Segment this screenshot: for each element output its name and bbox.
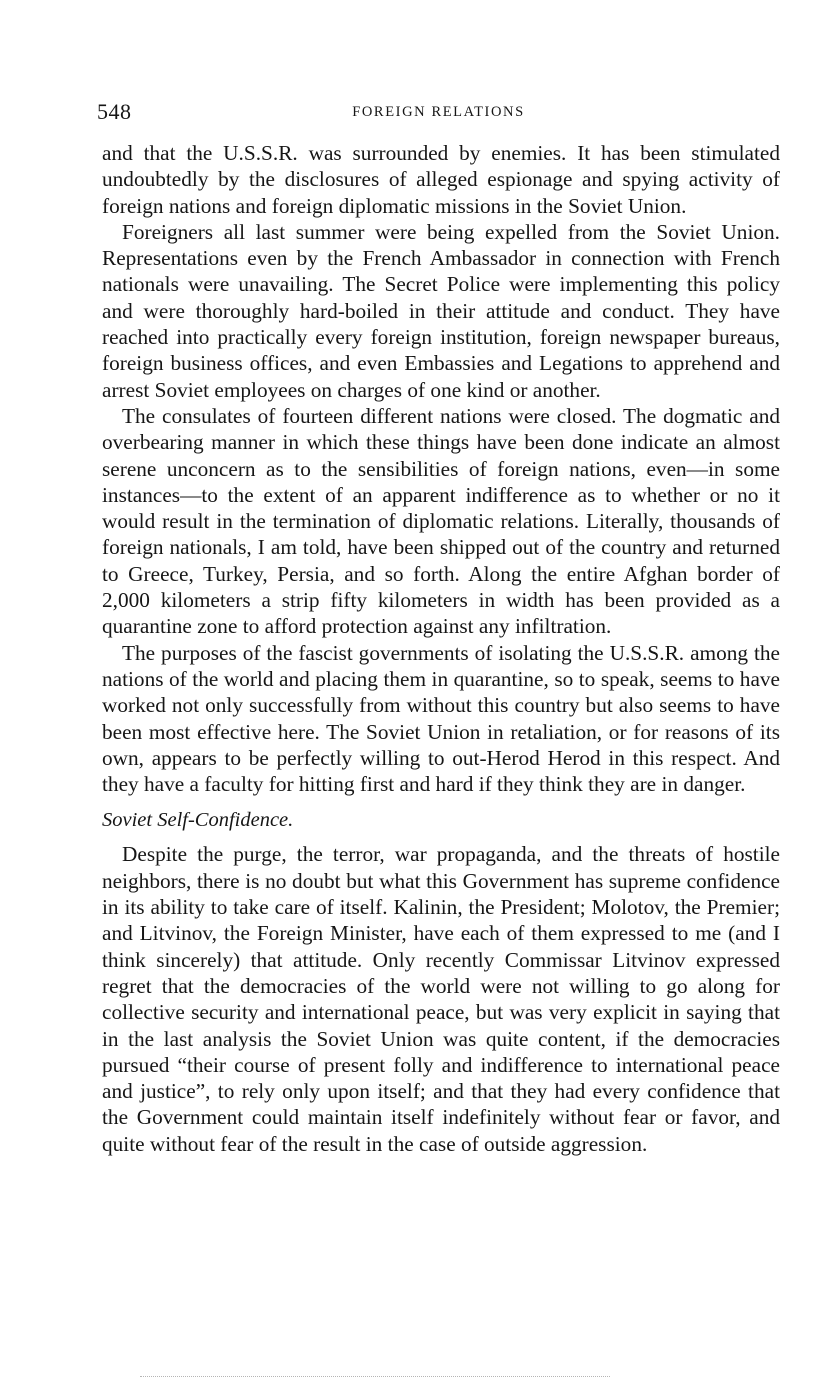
- page-number: 548: [97, 99, 132, 124]
- paragraph-1: and that the U.S.S.R. was surrounded by enemies. It has been stimulated undoubtedly by the disclosures of alleged espionage and spying activity of foreign nations and foreign diplomatic missions in the Soviet Union.: [102, 141, 780, 218]
- section-heading: Soviet Self-Confidence.: [102, 809, 294, 832]
- paragraph-3: The consulates of fourteen different nations were closed. The dogmatic and overbearing manner in which these things have been done indicate an almost serene unconcern as to the sensibilities of foreign nations, even—in some instances—to the extent of an apparent indifference as to whether or no it would result in the termination of diplomatic relations. Literally, thousands of foreign nationals, I am told, have been shipped out of the country and returned to Greece, Turkey, Persia, and so forth. Along the entire Afghan border of 2,000 kilometers a strip fifty kilometers in width has been provided as a quarantine zone to afford protection against any infiltration.: [102, 403, 780, 639]
- paragraph-2: Foreigners all last summer were being expelled from the Soviet Union. Representations even by the French Ambassador in connection with French nationals were unavailing. The Secret Police were implementing this policy and were thoroughly hard-boiled in their attitude and conduct. They have reached into practically every foreign institution, foreign newspaper bureaus, foreign business offices, and even Embassies and Legations to apprehend and arrest Soviet employees on charges of one kind or another.: [102, 219, 780, 402]
- body-text: [102, 140, 780, 1157]
- scan-artifact-divider: [140, 1376, 610, 1379]
- paragraph-4: The purposes of the fascist governments of isolating the U.S.S.R. among the nations of the world and placing them in quarantine, so to speak, seems to have worked not only successfully from without this country but also seems to have been most effective here. The Soviet Union in retaliation, or for reasons of its own, appears to be perfectly willing to out-Herod Herod in this respect. And they have a faculty for hitting first and hard if they think they are in danger.: [102, 640, 780, 797]
- page-header: [97, 97, 780, 127]
- section-paragraph: Despite the purge, the terror, war propaganda, and the threats of hostile neighbors, there is no doubt but what this Government has supreme confidence in its ability to take care of itself. Kalinin, the President; Molotov, the Premier; and Litvinov, the Foreign Minister, have each of them expressed to me (and I think sincerely) that attitude. Only recently Commissar Litvinov expressed regret that the democracies of the world were not willing to go along for collective security and international peace, but was very explicit in saying that in the last analysis the Soviet Union was quite content, if the democracies pursued “their course of present folly and indifference to international peace and justice”, to rely only upon itself; and that they had every confidence that the Government could maintain itself indefinitely without fear or favor, and quite without fear of the result in the case of outside aggression.: [102, 842, 780, 1156]
- running-title: FOREIGN RELATIONS: [352, 104, 525, 120]
